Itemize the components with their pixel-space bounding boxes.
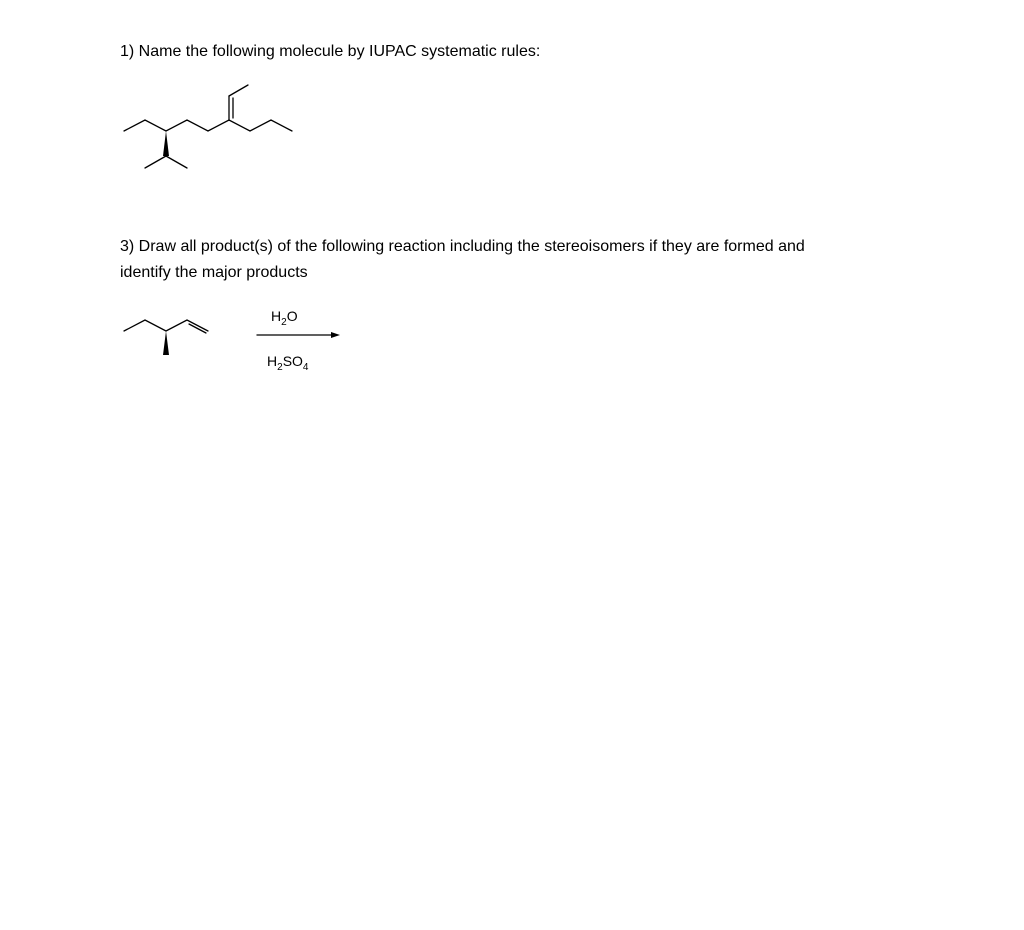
isopropyl-bond-right — [166, 156, 187, 168]
isopropyl-bond-left — [145, 156, 166, 168]
question-3-line-1: 3) Draw all product(s) of the following reaction including the stereoisomers if they are formed and — [120, 238, 805, 255]
question-3-line-2: identify the major products — [120, 264, 308, 281]
vinyl-methyl-bond — [229, 85, 248, 96]
reagent-sulfuric-acid: $H_2SO_4$ — [267, 353, 309, 373]
reaction-3-scheme — [0, 290, 400, 390]
wedge-bond-1 — [163, 131, 169, 156]
molecule-1-skeletal-structure — [0, 0, 400, 200]
reactant-wedge-bond — [163, 331, 169, 355]
reactant-chain-bonds — [124, 320, 208, 331]
main-chain-bonds — [124, 120, 292, 131]
reagent-water: $H_2O$ — [271, 308, 298, 328]
question-1-text: 1) Name the following molecule by IUPAC systematic rules: — [120, 43, 541, 60]
reaction-arrow-head-icon — [331, 332, 340, 338]
question-3-text — [120, 234, 880, 286]
